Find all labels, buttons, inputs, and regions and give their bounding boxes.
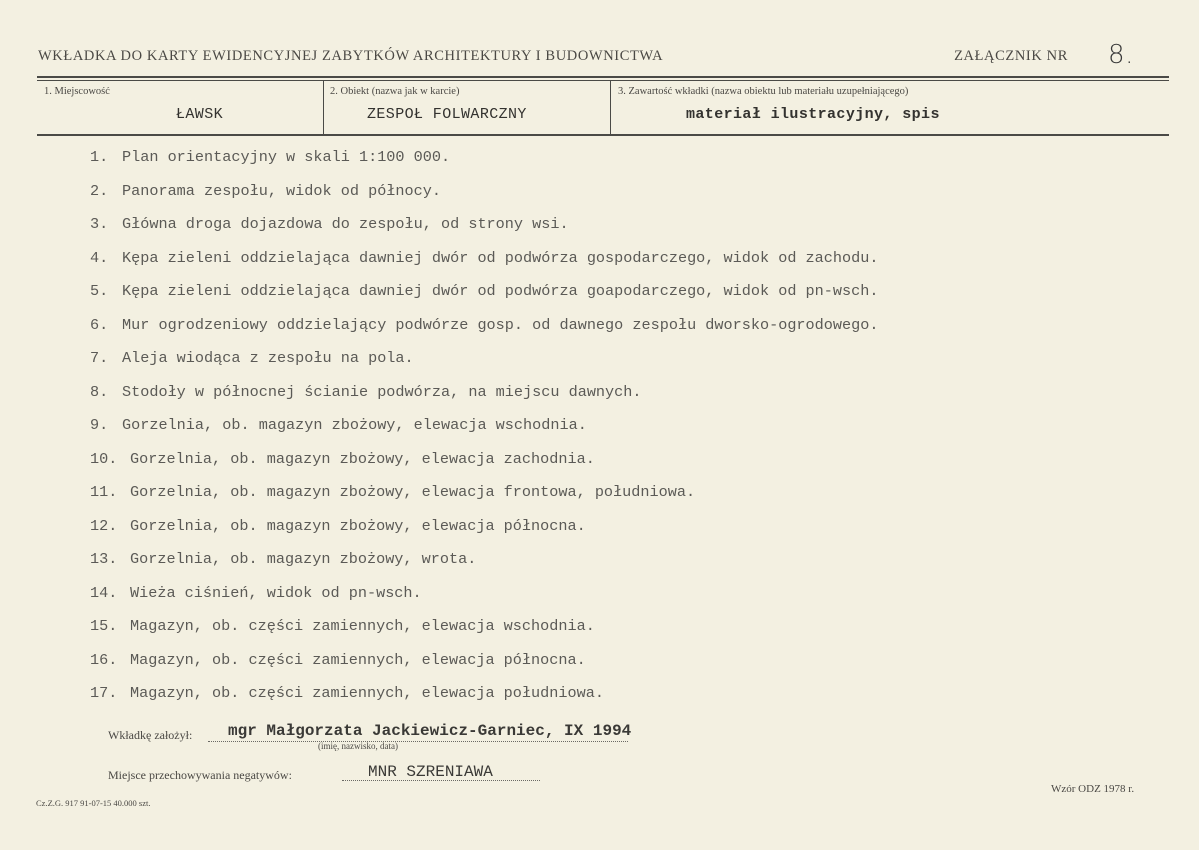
list-item: 2. Panorama zespołu, widok od północy. [90, 181, 441, 200]
list-item: 11. Gorzelnia, ob. magazyn zbożowy, elewacja frontowa, południowa. [90, 483, 696, 501]
locality-label: 1. Miejscowość [44, 86, 110, 97]
list-item: 14. Wieża ciśnień, widok od pn-wsch. [90, 583, 422, 602]
field-divider [323, 80, 324, 135]
card-title: WKŁADKA DO KARTY EWIDENCYJNEJ ZABYTKÓW ARCHITEKTURY I BUDOWNICTWA [38, 48, 664, 64]
founder-label: Wkładkę założył: [108, 728, 193, 742]
list-item: 8. Stodoły w północnej ścianie podwórza, na miejscu dawnych. [90, 382, 642, 401]
object-label: 2. Obiekt (nazwa jak w karcie) [330, 86, 460, 97]
founder-sublabel: (imię, nazwisko, data) [318, 741, 398, 751]
storage-label: Miejsce przechowywania negatywów: [108, 768, 292, 782]
print-info: Cz.Z.G. 917 91-07-15 40.000 szt. [36, 798, 151, 808]
list-item: 9. Gorzelnia, ob. magazyn zbożowy, elewacja wschodnia. [90, 416, 587, 434]
field-divider [610, 80, 611, 135]
header-rule [37, 76, 1169, 78]
form-reference: Wzór ODZ 1978 r. [1051, 783, 1135, 795]
list-item: 17. Magazyn, ob. części zamiennych, elewacja południowa. [90, 684, 604, 702]
founder-dotted-line [208, 741, 628, 742]
list-item: 4. Kępa zieleni oddzielająca dawniej dwór od podwórza gospodarczego, widok od zachodu. [90, 248, 879, 267]
content-label: 3. Zawartość wkładki (nazwa obiektu lub materiału uzupełniającego) [618, 86, 909, 97]
storage-value: MNR SZRENIAWA [368, 763, 493, 781]
fields-rule [37, 134, 1169, 136]
annex-label: ZAŁĄCZNIK NR [954, 48, 1068, 64]
object-value: ZESPOŁ FOLWARCZNY [367, 106, 527, 123]
list-item: 1. Plan orientacyjny w skali 1:100 000. [90, 148, 451, 166]
list-item: 10. Gorzelnia, ob. magazyn zbożowy, elewacja zachodnia. [90, 449, 595, 468]
photo-list [90, 146, 1090, 716]
list-item: 15. Magazyn, ob. części zamiennych, elewacja wschodnia. [90, 617, 595, 635]
list-item: 13. Gorzelnia, ob. magazyn zbożowy, wrota. [90, 550, 477, 568]
list-item: 3. Główna droga dojazdowa do zespołu, od strony wsi. [90, 215, 569, 233]
list-item: 16. Magazyn, ob. części zamiennych, elewacja północna. [90, 650, 586, 669]
annex-number: 8. [1108, 40, 1135, 70]
list-item: 7. Aleja wiodąca z zespołu na pola. [90, 349, 414, 367]
list-item: 6. Mur ogrodzeniowy oddzielający podwórze gosp. od dawnego zespołu dworsko-ogrodowego. [90, 315, 879, 334]
list-item: 5. Kępa zieleni oddzielająca dawniej dwór od podwórza goapodarczego, widok od pn-wsch. [90, 282, 879, 300]
list-item: 12. Gorzelnia, ob. magazyn zbożowy, elewacja północna. [90, 516, 586, 535]
founder-value: mgr Małgorzata Jackiewicz-Garniec, IX 1994 [228, 722, 632, 740]
header-rule-thin [37, 80, 1169, 81]
content-value: materiał ilustracyjny, spis [686, 106, 940, 123]
locality-value: ŁAWSK [176, 106, 224, 123]
